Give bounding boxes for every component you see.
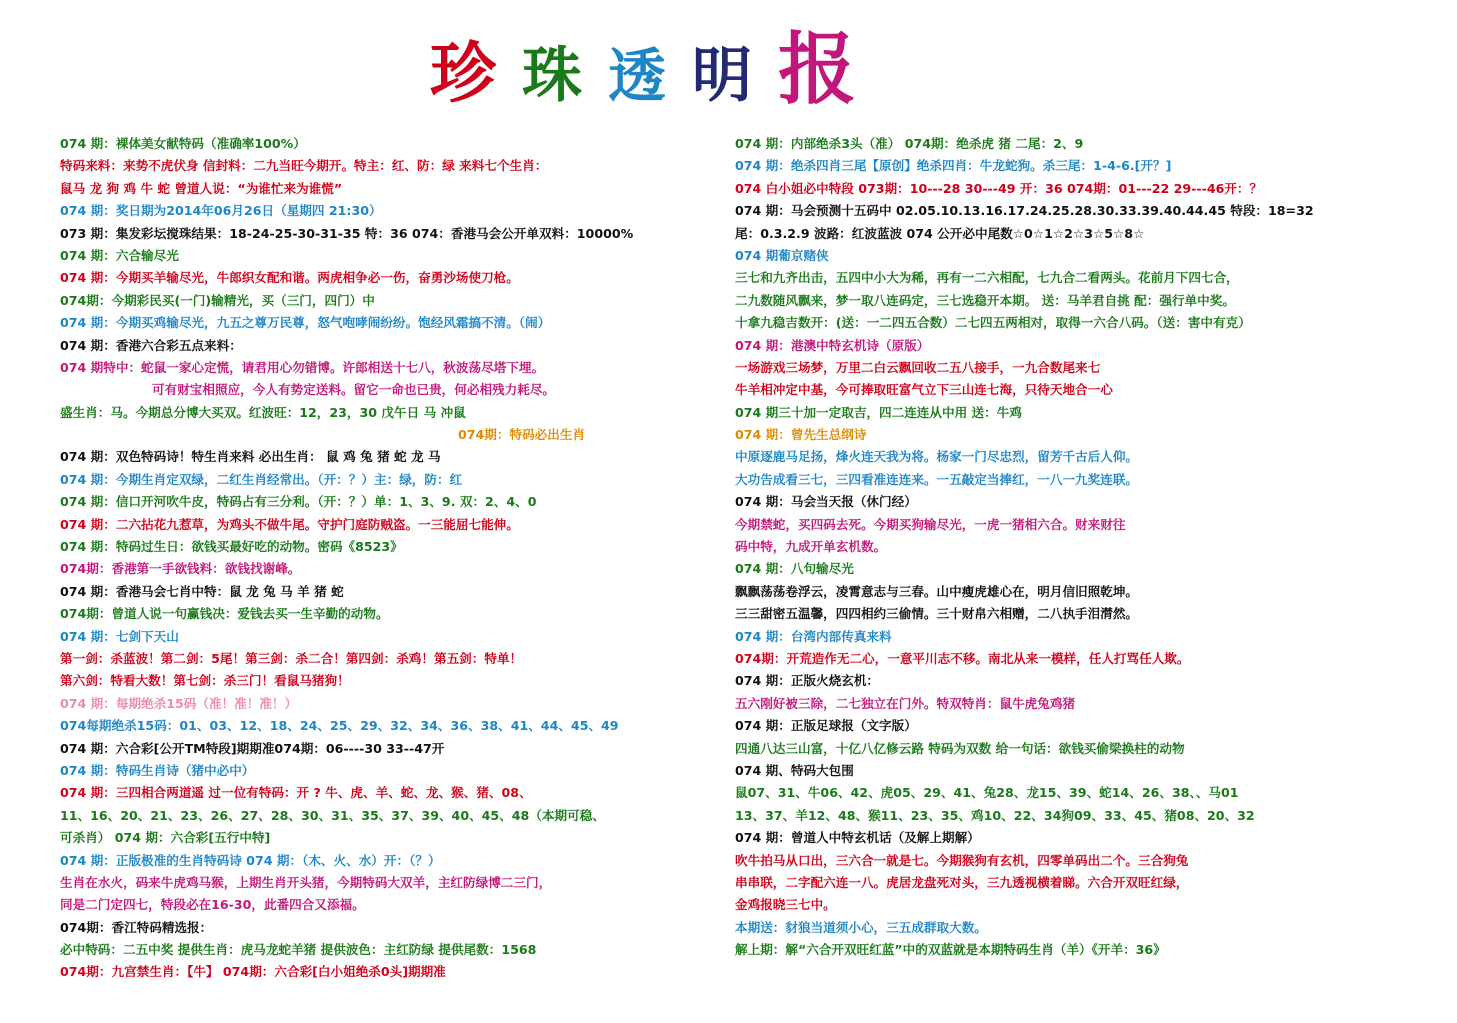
text-line: 074 期：三四相合两道遥 过一位有特码：开 ? 牛、虎、羊、蛇、龙、猴、猪、08、	[60, 785, 532, 801]
text-line: 必中特码：二五中奖 提供生肖：虎马龙蛇羊猪 提供波色：主红防绿 提供尾数：1568	[60, 942, 537, 958]
text-line: 074 期：香港马会七肖中特：鼠 龙 兔 马 羊 猪 蛇	[60, 583, 344, 599]
text-line: 牛羊相冲定中基，今可捧取旺富气立下三山连七海，只待天地合一心	[735, 382, 1113, 398]
text-line: 金鸡报晓三七中。	[735, 897, 836, 913]
text-line: 074 期：特码生肖诗（猪中必中）	[60, 762, 255, 778]
left-column	[60, 133, 720, 984]
text-line: 今期禁蛇，买四码去死。今期买狗输尽光，一虎一猪相六合。财来财往	[735, 516, 1126, 532]
text-line: 第一剑：杀蓝波！第二剑：5尾！第三剑：杀二合！第四剑：杀鸡！第五剑：特单！	[60, 650, 523, 666]
text-line: 074 期：马会预测十五码中 02.05.10.13.16.17.24.25.28.30.33.39.40.44.45 特段：18=32	[735, 203, 1314, 219]
text-line: 074 期：马会当天报（休门经）	[735, 494, 917, 510]
text-line: 特码来料：来势不虎伏身 信封料：二九当旺今期开。特主：红、防：绿 来料七个生肖：	[60, 158, 548, 174]
text-line: 13、37、羊12、48、猴11、23、35、鸡10、22、34狗09、33、45、猪08、20、32	[735, 807, 1255, 823]
right-column	[735, 133, 1450, 961]
text-line: 尾：0.3.2.9 波路：红波蓝波 074 公开必中尾数☆0☆1☆2☆3☆5☆8☆	[735, 225, 1145, 241]
text-line: 074 期：台湾内部传真来料	[735, 628, 892, 644]
text-line: 生肖在水火，码来牛虎鸡马猴，上期生肖开头猪，今期特码大双羊，主红防绿博二三门，	[60, 874, 552, 890]
text-line: 074 期：每期绝杀15码（准！准！准！）	[60, 695, 298, 711]
text-line: 第六剑：特看大数！第七剑：杀三门！看鼠马猪狗！	[60, 673, 350, 689]
page-title	[430, 24, 882, 115]
text-line: 11、16、20、21、23、26、27、28、30、31、35、37、39、40、45、48（本期可稳、	[60, 807, 605, 823]
text-line: 074 期：今期买羊输尽光，牛郎织女配和谐。两虎相争必一伤，奋勇沙场使刀枪。	[60, 270, 519, 286]
text-line: 074 期：八句输尽光	[735, 561, 854, 577]
text-line: 解上期：解“六合开双旺红蓝”中的双蓝就是本期特码生肖（羊）《开羊：36》	[735, 942, 1166, 958]
text-line: 074 期三十加一定取吉，四二连连从中用 送：牛鸡	[735, 404, 1022, 420]
text-line: 074 期：正版极准的生肖特码诗 074 期：（木、火、水）开：（？）	[60, 852, 441, 868]
text-line: 可有财宝相照应，今人有势定送料。留它一命也已贵，何必相残力耗尽。	[152, 382, 555, 398]
text-line: 074 期：七剑下天山	[60, 628, 179, 644]
text-line: 三七和九齐出击，五四中小大为稀，再有一二六相配，七九合二看两头。花前月下四七合，	[735, 270, 1239, 286]
text-line: 074 期特中：蛇鼠一家心定慌，请君用心勿错博。许郎相送十七八，秋波荡尽塔下埋。	[60, 359, 545, 375]
text-line: 三三甜密五温馨，四四相约三偷情。三十财帛六相赠，二八执手泪潸然。	[735, 606, 1138, 622]
text-line: 074 期：香港六合彩五点来料：	[60, 337, 242, 353]
title-char: 透	[608, 42, 667, 110]
text-line: 074 期：曾先生总纲诗	[735, 427, 867, 443]
text-line: 074期：今期彩民买(一门)输精光，买（三门，四门）中	[60, 292, 375, 308]
title-char: 珠	[522, 41, 582, 111]
text-line: 074 期：奖日期为2014年06月26日（星期四 21:30）	[60, 203, 382, 219]
text-line: 吹牛拍马从口出，三六合一就是七。今期猴狗有玄机，四零单码出二个。三合狗兔	[735, 852, 1189, 868]
text-line: 074 白小姐必中特段 073期：10---28 30---49 开：36 074期：01---22 29---46开：？	[735, 180, 1263, 196]
text-line: 同是二门定四七，特段必在16-30，此番四合又添福。	[60, 897, 365, 913]
text-line: 074 期：裸体美女献特码（准确率100%）	[60, 136, 306, 151]
title-char: 明	[692, 41, 753, 111]
text-line: 可杀肖） 074 期：六合彩[五行中特]	[60, 830, 271, 846]
text-line: 074 期：特码过生日：欲钱买最好吃的动物。密码《8523》	[60, 539, 403, 555]
text-line: 中原逐鹿马足扬，烽火连天我为将。杨家一门尽忠烈，留芳千古后人仰。	[735, 449, 1138, 465]
title-char: 报	[778, 24, 857, 115]
text-line: 074每期绝杀15码：01、03、12、18、24、25、29、32、34、36、38、41、44、45、49	[60, 718, 619, 734]
text-line: 074 期：今期买鸡输尽光，九五之尊万民尊，怒气咆哮闹纷纷。饱经风霜搞不清。（闹）	[60, 315, 551, 331]
title-char: 珍	[430, 34, 496, 112]
text-line: 串串联，二字配六连一八。虎居龙盘死对头，三九透视横着睇。六合开双旺红绿，	[735, 874, 1189, 890]
text-line: 074 期：信口开河吹牛皮，特码占有三分利。（开：？）单：1、3、9. 双：2、4、0	[60, 494, 537, 510]
text-line: 074期：香港第一手欲钱料：欲钱找谢峰。	[60, 561, 301, 577]
text-line: 074 期：港澳中特玄机诗（原版）	[735, 337, 930, 353]
text-line: 074期：九宫禁生肖：【牛】 074期：六合彩[白小姐绝杀0头]期期准	[60, 964, 446, 980]
text-line: 074 期：六合输尽光	[60, 247, 179, 263]
text-line: 074 期：内部绝杀3头（准） 074期：绝杀虎 猪 二尾：2、9	[735, 136, 1084, 151]
text-line: 074 期：今期生肖定双绿，二红生肖经常出。（开：？）主：绿，防：红	[60, 471, 463, 487]
text-line: 074期：香江特码精选报：	[60, 919, 213, 935]
text-line: 074期：曾道人说一句赢钱决：爱钱去买一生辛勤的动物。	[60, 606, 389, 622]
text-line: 074 期、特码大包围	[735, 762, 854, 778]
text-line: 盛生肖：马。今期总分博大买双。红波旺：12，23，30 戊午日 马 冲鼠	[60, 404, 466, 420]
text-line: 074 期：正版火烧玄机：	[735, 673, 880, 689]
text-line: 码中特，九成开单玄机数。	[735, 539, 887, 555]
text-line: 一场游戏三场梦，万里二白云飘回收二五八接手，一九合数尾来七	[735, 359, 1101, 375]
text-line: 二九数随风飘来，梦一取八连码定，三七选稳开本期。 送：马羊君自挑 配：强行单中奖。	[735, 292, 1235, 308]
text-line: 十拿九稳吉数开：(送：一二四五合数）二七四五两相对，取得一六合八码。（送：害中有克）	[735, 315, 1251, 331]
text-line: 074 期葡京赌侠	[735, 247, 829, 263]
text-line: 074期：特码必出生肖	[458, 427, 586, 443]
text-line: 鼠07、31、牛06、42、虎05、29、41、兔28、龙15、39、蛇14、26、38、、马01	[735, 785, 1239, 801]
text-line: 本期送：豺狼当道须小心，三五成群取大数。	[735, 919, 987, 935]
text-line: 074 期：正版足球报（文字版）	[735, 718, 917, 734]
text-line: 飘飘荡荡卷浮云，凌霄意志与三春。山中瘦虎雄心在，明月信旧照乾坤。	[735, 583, 1138, 599]
text-line: 074 期：曾道人中特玄机话（及解上期解）	[735, 830, 980, 846]
text-line: 074 期：二六拈花九惹草，为鸡头不做牛尾。守护门庭防贼盗。一三能屈七能伸。	[60, 516, 519, 532]
text-line: 074 期：双色特码诗！特生肖来料 必出生肖： 鼠 鸡 兔 猪 蛇 龙 马	[60, 449, 441, 465]
text-line: 五六刚好被三除，二七独立在门外。特双特肖：鼠牛虎兔鸡猪	[735, 695, 1076, 711]
text-line: 大功告成看三七，三四看准连连来。一五敲定当捧红，一八一九奖连联。	[735, 471, 1138, 487]
text-line: 074 期：绝杀四肖三尾【原创】绝杀四肖：牛龙蛇狗。杀三尾：1-4-6.[开？]	[735, 158, 1172, 174]
text-line: 四通八达三山富，十亿八亿修云路 特码为双数 给一句话：欲钱买偷梁换柱的动物	[735, 740, 1185, 756]
text-line: 074 期：六合彩[公开TM特段]期期准074期：06----30 33--47开	[60, 740, 445, 756]
text-line: 073 期：集发彩坛搅珠结果：18-24-25-30-31-35 特：36 074：香港马会公开单双料：10000%	[60, 225, 634, 241]
text-line: 鼠马 龙 狗 鸡 牛 蛇 曾道人说：“为谁忙来为谁慌”	[60, 180, 343, 196]
text-line: 074期：开荒造作无二心，一意平川志不移。南北从来一模样，任人打骂任人欺。	[735, 650, 1190, 666]
